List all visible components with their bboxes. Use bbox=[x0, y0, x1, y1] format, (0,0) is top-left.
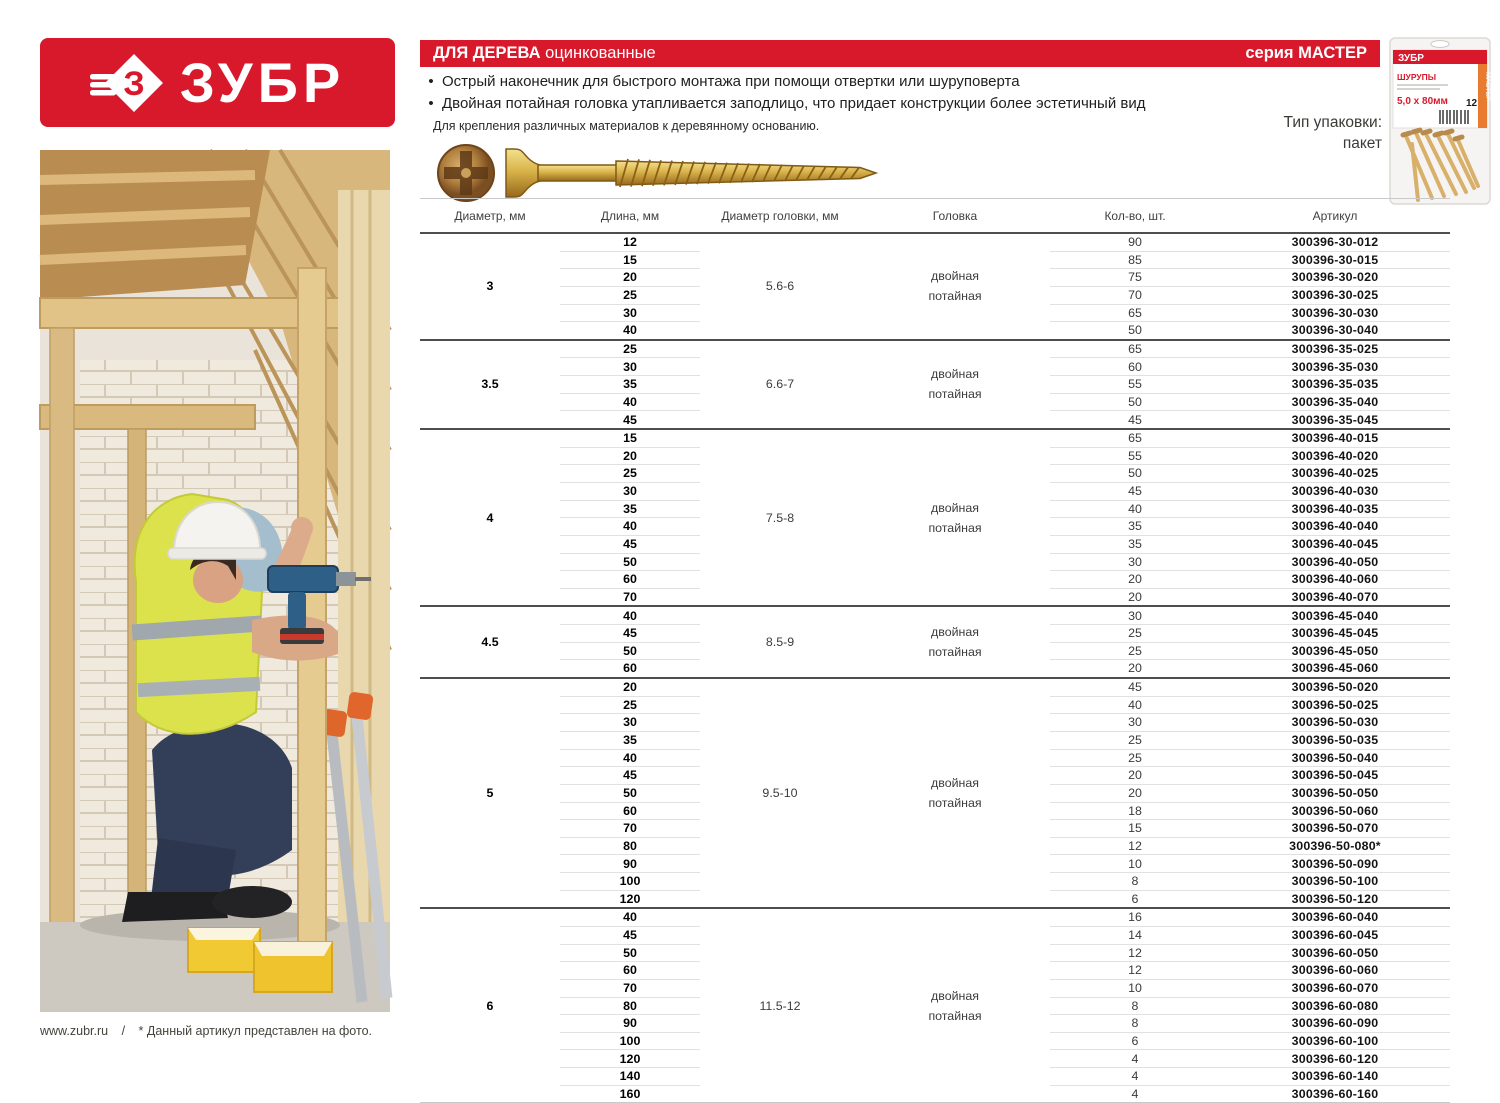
cell-quantity: 55 bbox=[1050, 376, 1220, 394]
cell-length: 45 bbox=[623, 412, 637, 427]
package-size: 5,0 x 80мм bbox=[1397, 96, 1448, 107]
cell-length: 160 bbox=[619, 1086, 641, 1101]
cell-quantity: 90 bbox=[1050, 233, 1220, 251]
diameter-group bbox=[420, 678, 1450, 908]
package-photo bbox=[1388, 36, 1492, 206]
cell-length: 20 bbox=[560, 269, 700, 287]
cell-article: 300396-30-030 bbox=[1220, 304, 1450, 322]
cell-length: 80 bbox=[560, 837, 700, 855]
cell-length: 35 bbox=[560, 376, 700, 394]
col-article: Артикул bbox=[1312, 208, 1358, 223]
worker-photo bbox=[40, 150, 390, 1012]
table-header bbox=[420, 199, 1450, 234]
col-diameter: Диаметр, мм bbox=[454, 208, 526, 223]
cell-length: 40 bbox=[623, 323, 637, 338]
bullet-dot: • bbox=[428, 73, 434, 90]
cell-length: 90 bbox=[560, 855, 700, 873]
cell-head-type: двойная потайная bbox=[928, 367, 982, 402]
cell-quantity: 12 bbox=[1050, 962, 1220, 980]
cell-article: 300396-30-040 bbox=[1291, 323, 1379, 338]
cell-head-diameter: 6.6-7 bbox=[765, 377, 795, 392]
cell-diameter: 3.5 bbox=[481, 377, 499, 392]
cell-article: 300396-35-025 bbox=[1220, 340, 1450, 358]
cell-article: 300396-50-045 bbox=[1220, 767, 1450, 785]
cell-quantity: 75 bbox=[1050, 269, 1220, 287]
cell-article: 300396-50-080* bbox=[1220, 837, 1450, 855]
cell-quantity: 30 bbox=[1050, 553, 1220, 571]
diameter-group bbox=[420, 233, 1450, 340]
cell-article: 300396-30-012 bbox=[1220, 233, 1450, 251]
cell-article: 300396-50-035 bbox=[1220, 731, 1450, 749]
cell-length: 25 bbox=[560, 286, 700, 304]
cell-length: 60 bbox=[623, 661, 637, 676]
cell-length: 60 bbox=[560, 962, 700, 980]
cell-length: 20 bbox=[560, 447, 700, 465]
cell-article: 300396-30-015 bbox=[1220, 251, 1450, 269]
cell-quantity: 50 bbox=[1128, 323, 1142, 338]
cell-length: 20 bbox=[560, 678, 700, 696]
cell-length: 30 bbox=[560, 304, 700, 322]
cell-quantity: 70 bbox=[1050, 286, 1220, 304]
bullet-item: • Острый наконечник для быстрого монтажа при помощи отвертки или шуруповерта bbox=[420, 71, 1280, 93]
cell-quantity: 6 bbox=[1131, 891, 1139, 906]
series-label: серия МАСТЕР bbox=[1245, 44, 1367, 62]
cell-head-type: двойная потайная bbox=[928, 269, 982, 304]
cell-quantity: 45 bbox=[1050, 482, 1220, 500]
size-table bbox=[420, 198, 1450, 1103]
cell-head-type: двойная потайная bbox=[928, 500, 982, 535]
cell-length: 25 bbox=[560, 340, 700, 358]
cell-quantity: 18 bbox=[1050, 802, 1220, 820]
cell-quantity: 4 bbox=[1131, 1086, 1139, 1101]
cell-quantity: 16 bbox=[1050, 908, 1220, 926]
cell-article: 300396-60-045 bbox=[1220, 926, 1450, 944]
cell-length: 100 bbox=[560, 873, 700, 891]
cell-length: 50 bbox=[560, 944, 700, 962]
col-head-diameter: Диаметр головки, мм bbox=[721, 208, 839, 223]
cell-article: 300396-50-040 bbox=[1220, 749, 1450, 767]
cell-article: 300396-40-040 bbox=[1220, 518, 1450, 536]
cell-length: 90 bbox=[560, 1015, 700, 1033]
wall-stud bbox=[50, 328, 74, 968]
cell-length: 50 bbox=[560, 642, 700, 660]
cell-quantity: 4 bbox=[1050, 1050, 1220, 1068]
package-side-label: МАСТЕР bbox=[1484, 72, 1491, 101]
cell-article: 300396-50-100 bbox=[1220, 873, 1450, 891]
col-quantity: Кол-во, шт. bbox=[1104, 208, 1166, 223]
cell-head-type: двойная потайная bbox=[928, 988, 982, 1023]
cell-length: 45 bbox=[560, 767, 700, 785]
title-bar bbox=[420, 40, 1380, 67]
cell-length: 35 bbox=[560, 500, 700, 518]
cell-quantity: 25 bbox=[1050, 625, 1220, 643]
package-product: ШУРУПЫ bbox=[1397, 72, 1437, 82]
diameter-group bbox=[420, 340, 1450, 429]
zubr-logo bbox=[40, 38, 395, 127]
cell-quantity: 20 bbox=[1128, 661, 1142, 676]
cell-diameter: 4.5 bbox=[481, 635, 499, 650]
cell-article: 300396-35-045 bbox=[1291, 412, 1379, 427]
cell-quantity: 45 bbox=[1050, 678, 1220, 696]
cell-article: 300396-60-100 bbox=[1220, 1032, 1450, 1050]
cell-diameter: 6 bbox=[486, 998, 494, 1013]
cell-length: 30 bbox=[560, 358, 700, 376]
cell-article: 300396-50-060 bbox=[1220, 802, 1450, 820]
cell-quantity: 65 bbox=[1050, 304, 1220, 322]
cell-length: 100 bbox=[560, 1032, 700, 1050]
col-length: Длина, мм bbox=[600, 208, 660, 223]
cell-quantity: 45 bbox=[1128, 412, 1142, 427]
cell-quantity: 4 bbox=[1050, 1068, 1220, 1086]
cell-quantity: 14 bbox=[1050, 926, 1220, 944]
feature-bullets bbox=[420, 71, 1280, 115]
cell-length: 45 bbox=[560, 535, 700, 553]
cell-head-diameter: 9.5-10 bbox=[762, 785, 798, 800]
cell-quantity: 8 bbox=[1050, 873, 1220, 891]
screw-side-view bbox=[506, 149, 876, 197]
table-row bbox=[420, 429, 1450, 447]
cell-article: 300396-60-090 bbox=[1220, 1015, 1450, 1033]
cell-article: 300396-60-070 bbox=[1220, 979, 1450, 997]
cell-article: 300396-50-025 bbox=[1220, 696, 1450, 714]
cell-length: 40 bbox=[560, 518, 700, 536]
cell-quantity: 25 bbox=[1050, 642, 1220, 660]
page-title: ДЛЯ ДЕРЕВА оцинкованные bbox=[433, 44, 656, 62]
cell-quantity: 12 bbox=[1050, 837, 1220, 855]
cell-diameter: 5 bbox=[486, 785, 494, 800]
ceiling-joists bbox=[40, 150, 270, 300]
cell-head-diameter: 11.5-12 bbox=[759, 998, 801, 1013]
application-note: Для крепления различных материалов к деревянному основанию. bbox=[433, 119, 820, 133]
cell-head-type: двойная потайная bbox=[928, 625, 982, 660]
cell-quantity: 65 bbox=[1050, 340, 1220, 358]
cell-article: 300396-60-140 bbox=[1220, 1068, 1450, 1086]
cell-article: 300396-40-025 bbox=[1220, 465, 1450, 483]
cell-diameter: 4 bbox=[486, 510, 494, 525]
cell-article: 300396-60-050 bbox=[1220, 944, 1450, 962]
cell-article: 300396-50-070 bbox=[1220, 820, 1450, 838]
cell-length: 40 bbox=[560, 393, 700, 411]
cell-article: 300396-50-090 bbox=[1220, 855, 1450, 873]
table-row bbox=[420, 678, 1450, 696]
cell-article: 300396-40-050 bbox=[1220, 553, 1450, 571]
cell-article: 300396-50-030 bbox=[1220, 714, 1450, 732]
bullet-dot: • bbox=[428, 95, 434, 112]
cell-quantity: 12 bbox=[1050, 944, 1220, 962]
cell-length: 140 bbox=[560, 1068, 700, 1086]
cell-article: 300396-35-030 bbox=[1220, 358, 1450, 376]
cell-quantity: 20 bbox=[1128, 589, 1142, 604]
cell-quantity: 20 bbox=[1050, 571, 1220, 589]
cell-length: 15 bbox=[560, 429, 700, 447]
packaging-label: Тип упаковки: bbox=[1283, 114, 1382, 131]
cell-length: 45 bbox=[560, 926, 700, 944]
cell-length: 25 bbox=[560, 696, 700, 714]
cell-article: 300396-50-120 bbox=[1291, 891, 1379, 906]
cell-article: 300396-35-040 bbox=[1220, 393, 1450, 411]
cell-length: 12 bbox=[560, 233, 700, 251]
cell-quantity: 55 bbox=[1050, 447, 1220, 465]
cell-article: 300396-50-020 bbox=[1220, 678, 1450, 696]
table-row bbox=[420, 908, 1450, 926]
cell-article: 300396-60-040 bbox=[1220, 908, 1450, 926]
packaging-value: пакет bbox=[1342, 135, 1382, 152]
site-url: www.zubr.ru bbox=[40, 1024, 109, 1038]
cell-length: 15 bbox=[560, 251, 700, 269]
cell-quantity: 8 bbox=[1050, 997, 1220, 1015]
table-row bbox=[420, 233, 1450, 251]
cell-quantity: 35 bbox=[1050, 518, 1220, 536]
cell-article: 300396-40-045 bbox=[1220, 535, 1450, 553]
zubr-diamond-icon bbox=[90, 46, 164, 120]
cell-quantity: 40 bbox=[1050, 500, 1220, 518]
cell-length: 50 bbox=[560, 784, 700, 802]
cell-length: 45 bbox=[560, 625, 700, 643]
cell-quantity: 65 bbox=[1050, 429, 1220, 447]
cell-length: 50 bbox=[560, 553, 700, 571]
cell-article: 300396-60-080 bbox=[1220, 997, 1450, 1015]
col-head-type: Головка bbox=[932, 208, 978, 223]
logo-text: ЗУБР bbox=[179, 50, 346, 114]
cell-length: 30 bbox=[560, 714, 700, 732]
cell-quantity: 85 bbox=[1050, 251, 1220, 269]
svg-text:З: З bbox=[123, 64, 145, 103]
cell-length: 70 bbox=[560, 979, 700, 997]
cell-quantity: 50 bbox=[1050, 465, 1220, 483]
cell-quantity: 25 bbox=[1050, 731, 1220, 749]
cell-article: 300396-35-035 bbox=[1220, 376, 1450, 394]
diameter-group bbox=[420, 606, 1450, 678]
cell-article: 300396-40-035 bbox=[1220, 500, 1450, 518]
cell-article: 300396-45-060 bbox=[1291, 661, 1379, 676]
cell-article: 300396-50-050 bbox=[1220, 784, 1450, 802]
screw-head-top-view bbox=[438, 145, 494, 201]
cell-quantity: 35 bbox=[1050, 535, 1220, 553]
packaging-type bbox=[1220, 112, 1382, 154]
footer-separator: / bbox=[121, 1024, 126, 1038]
cell-length: 35 bbox=[560, 731, 700, 749]
cell-head-diameter: 8.5-9 bbox=[765, 635, 795, 650]
cell-article: 300396-45-050 bbox=[1220, 642, 1450, 660]
cell-length: 25 bbox=[560, 465, 700, 483]
cell-article: 300396-40-060 bbox=[1220, 571, 1450, 589]
cell-quantity: 20 bbox=[1050, 784, 1220, 802]
cell-article: 300396-40-020 bbox=[1220, 447, 1450, 465]
package-qty: 12 bbox=[1466, 98, 1478, 109]
table-row bbox=[420, 606, 1450, 624]
diameter-group bbox=[420, 908, 1450, 1103]
cell-quantity: 30 bbox=[1050, 606, 1220, 624]
cell-length: 40 bbox=[560, 606, 700, 624]
cell-quantity: 30 bbox=[1050, 714, 1220, 732]
cell-article: 300396-40-070 bbox=[1291, 589, 1379, 604]
wood-beam bbox=[40, 298, 340, 328]
cell-quantity: 6 bbox=[1050, 1032, 1220, 1050]
cell-diameter: 3 bbox=[486, 279, 494, 294]
cell-length: 70 bbox=[623, 589, 637, 604]
cell-quantity: 25 bbox=[1050, 749, 1220, 767]
cell-article: 300396-30-025 bbox=[1220, 286, 1450, 304]
cell-length: 120 bbox=[619, 891, 641, 906]
cell-length: 60 bbox=[560, 571, 700, 589]
cell-quantity: 50 bbox=[1050, 393, 1220, 411]
diameter-group bbox=[420, 429, 1450, 606]
cell-article: 300396-60-120 bbox=[1220, 1050, 1450, 1068]
table-row bbox=[420, 340, 1450, 358]
cell-quantity: 20 bbox=[1050, 767, 1220, 785]
cell-quantity: 40 bbox=[1050, 696, 1220, 714]
cell-length: 60 bbox=[560, 802, 700, 820]
cell-quantity: 10 bbox=[1050, 979, 1220, 997]
cell-quantity: 15 bbox=[1050, 820, 1220, 838]
cell-article: 300396-45-045 bbox=[1220, 625, 1450, 643]
cell-article: 300396-45-040 bbox=[1220, 606, 1450, 624]
package-brand: ЗУБР bbox=[1398, 53, 1424, 64]
cell-length: 40 bbox=[560, 908, 700, 926]
cell-quantity: 60 bbox=[1050, 358, 1220, 376]
cell-head-type: двойная потайная bbox=[928, 776, 982, 811]
cell-head-diameter: 7.5-8 bbox=[765, 510, 795, 525]
cell-length: 30 bbox=[560, 482, 700, 500]
cell-article: 300396-40-015 bbox=[1220, 429, 1450, 447]
bullet-item: • Двойная потайная головка утапливается заподлицо, что придает конструкции более эстетичный вид bbox=[420, 93, 1280, 115]
footer bbox=[40, 1024, 382, 1038]
cell-length: 70 bbox=[560, 820, 700, 838]
cell-head-diameter: 5.6-6 bbox=[765, 279, 795, 294]
cell-article: 300396-30-020 bbox=[1220, 269, 1450, 287]
cell-quantity: 10 bbox=[1050, 855, 1220, 873]
cell-article: 300396-40-030 bbox=[1220, 482, 1450, 500]
cell-article: 300396-60-160 bbox=[1291, 1086, 1379, 1101]
cell-length: 40 bbox=[560, 749, 700, 767]
footer-note: * Данный артикул представлен на фото. bbox=[138, 1024, 372, 1038]
cell-length: 80 bbox=[560, 997, 700, 1015]
cell-length: 120 bbox=[560, 1050, 700, 1068]
cell-article: 300396-60-060 bbox=[1220, 962, 1450, 980]
cell-quantity: 8 bbox=[1050, 1015, 1220, 1033]
